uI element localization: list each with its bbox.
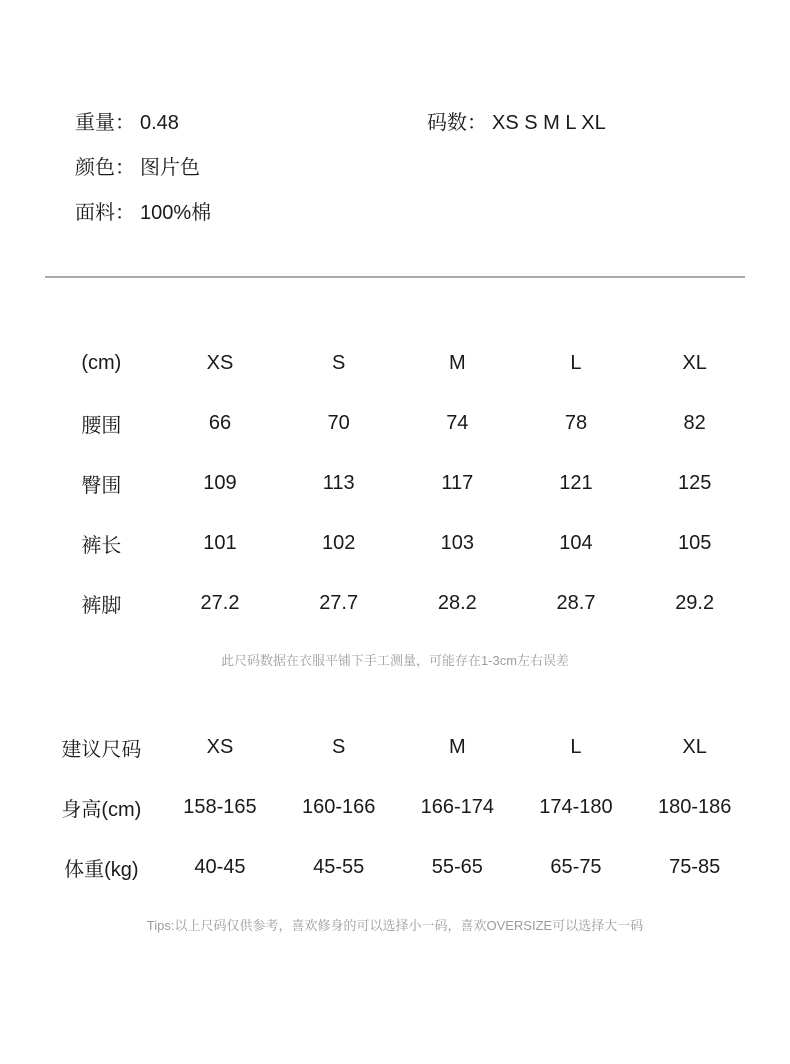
suggest-table-cell: 75-85 xyxy=(669,855,721,878)
suggest-table-cell: 166-174 xyxy=(420,795,495,818)
size-table-header-cell: XS xyxy=(206,351,234,374)
attr-sizes-value: XS S M L XL xyxy=(492,112,606,134)
size-table-row-label: 裤脚 xyxy=(81,594,122,617)
attr-sizes xyxy=(427,112,606,134)
suggest-table-cell: 158-165 xyxy=(183,795,257,818)
attr-colon: ： xyxy=(115,112,135,134)
size-table-cell: 109 xyxy=(203,471,237,494)
size-table-cell: 121 xyxy=(559,471,593,494)
attr-fabric xyxy=(75,202,211,224)
suggest-table-header-cell: S xyxy=(331,735,346,758)
suggest-table-header-label: 建议尺码 xyxy=(61,738,142,761)
size-table-row-label: 臀围 xyxy=(81,474,122,497)
section-divider xyxy=(45,276,745,278)
attr-row-fabric xyxy=(0,202,790,224)
attr-colon: ： xyxy=(467,112,487,134)
measurement-note: 此尺码数据在衣服平铺下手工测量，可能存在1-3cm左右误差 xyxy=(220,653,570,668)
size-table-cell: 70 xyxy=(327,411,350,434)
suggest-table-cell: 174-180 xyxy=(539,795,613,818)
suggest-table-header-cell: XL xyxy=(682,735,707,758)
size-table-cell: 27.2 xyxy=(200,591,240,614)
size-table-header-cell: S xyxy=(331,351,346,374)
size-table-unit-header: (cm) xyxy=(81,351,122,374)
attr-color-value: 图片色 xyxy=(140,157,200,179)
suggest-table-header-cell: XS xyxy=(206,735,234,758)
suggest-table-cell: 180-186 xyxy=(657,795,732,818)
size-table-row-label: 裤长 xyxy=(81,534,122,557)
size-table-cell: 103 xyxy=(440,531,474,554)
size-table-header-cell: L xyxy=(570,351,582,374)
attr-fabric-value: 100%棉 xyxy=(140,202,212,224)
suggest-table-row-label: 身高(cm) xyxy=(61,798,142,821)
size-table-cell: 28.2 xyxy=(437,591,477,614)
suggest-table-header-cell: M xyxy=(448,735,466,758)
suggest-table-cell: 160-166 xyxy=(301,795,376,818)
size-table-cell: 101 xyxy=(203,531,237,554)
size-table-cell: 117 xyxy=(441,471,474,494)
attr-color xyxy=(75,157,200,179)
size-table-cell: 82 xyxy=(683,411,706,434)
attr-row-weight-sizes xyxy=(0,112,790,134)
attr-colon: ： xyxy=(115,202,135,224)
attr-colon: ： xyxy=(115,157,135,179)
attr-sizes-label: 码数 xyxy=(427,112,467,134)
suggest-table-cell: 40-45 xyxy=(194,855,246,878)
size-table-cell: 66 xyxy=(208,411,232,434)
attr-fabric-label: 面料 xyxy=(75,202,115,224)
size-table-row-label: 腰围 xyxy=(81,414,122,437)
product-attributes xyxy=(0,0,790,224)
size-table-cell: 27.7 xyxy=(319,591,359,614)
attr-color-label: 颜色 xyxy=(75,157,115,179)
size-table-cell: 78 xyxy=(564,411,588,434)
attr-row-color xyxy=(0,157,790,179)
size-table-cell: 102 xyxy=(321,531,356,554)
attr-weight-label: 重量 xyxy=(75,112,115,134)
suggest-size-table xyxy=(42,717,754,897)
size-table-header-cell: M xyxy=(448,351,466,374)
size-table-cell: 125 xyxy=(677,471,712,494)
suggest-table-cell: 55-65 xyxy=(431,855,483,878)
size-table-cell: 104 xyxy=(559,531,593,554)
size-tips: Tips:以上尺码仅供参考，喜欢修身的可以选择小一码，喜欢OVERSIZE可以选择大一码 xyxy=(146,918,644,933)
size-table-cell: 74 xyxy=(446,411,469,434)
size-table-cell: 29.2 xyxy=(675,591,715,614)
size-table xyxy=(42,333,754,633)
suggest-table-row-label: 体重(kg) xyxy=(64,858,139,881)
suggest-table-header-cell: L xyxy=(570,735,582,758)
size-table-cell: 105 xyxy=(677,531,712,554)
suggest-table-cell: 45-55 xyxy=(313,855,365,878)
suggest-table-cell: 65-75 xyxy=(550,855,602,878)
size-table-cell: 113 xyxy=(322,471,355,494)
attr-weight-value: 0.48 xyxy=(140,112,179,134)
size-table-cell: 28.7 xyxy=(556,591,596,614)
attr-weight xyxy=(75,112,179,134)
size-table-header-cell: XL xyxy=(682,351,707,374)
